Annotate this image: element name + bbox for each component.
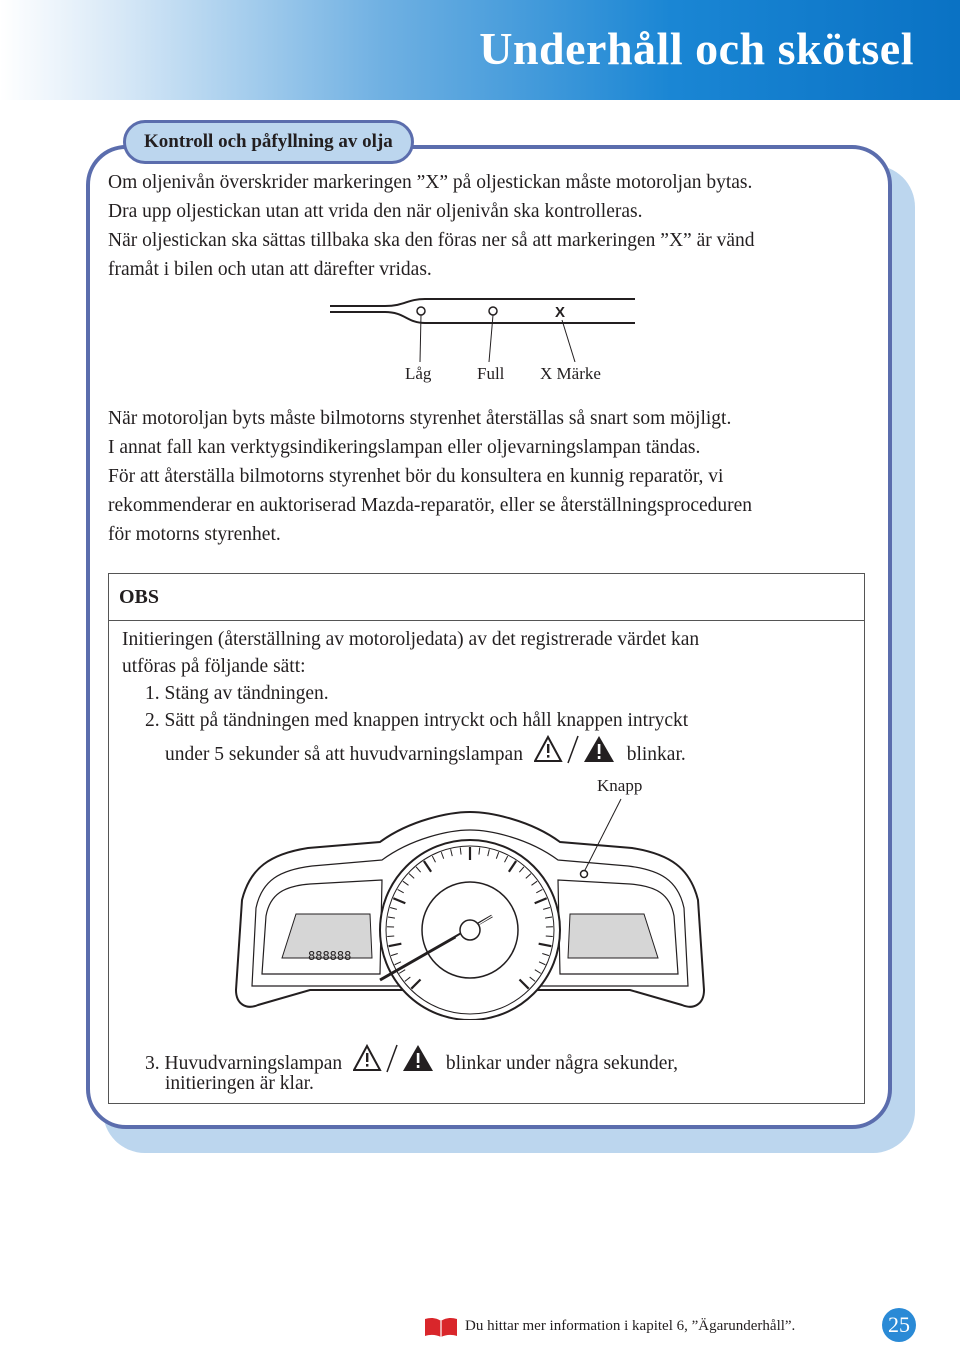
book-icon — [423, 1316, 459, 1338]
reset-paragraph — [108, 404, 878, 549]
x-mark-glyph: X — [555, 304, 566, 321]
intro-paragraph — [108, 168, 878, 284]
obs-step-2: 2. Sätt på tändningen med knappen intryckt och håll knappen intryckt — [145, 710, 689, 731]
dipstick-label-full: Full — [477, 364, 505, 383]
gauge-tick — [387, 936, 394, 937]
obs-step-2-cont — [165, 734, 686, 768]
reset-line: För att återställa bilmotorns styrenhet bör du konsultera en kunnig reparatör, vi — [108, 466, 724, 487]
dipstick-label-low: Låg — [405, 364, 432, 383]
section-tab: Kontroll och påfyllning av olja — [123, 120, 414, 164]
knapp-button — [581, 871, 588, 878]
gauge-tick — [546, 936, 553, 937]
knapp-label: Knapp — [597, 776, 643, 795]
low-mark — [417, 307, 425, 315]
reset-line: för motorns styrenhet. — [108, 524, 281, 545]
obs-step-1: 1. Stäng av tändningen. — [145, 683, 329, 704]
obs-step-3-before: 3. Huvudvarningslampan — [145, 1053, 343, 1074]
reset-line: När motoroljan byts måste bilmotorns styrenhet återställas så snart som möjligt. — [108, 408, 732, 429]
obs-step-2-after: blinkar. — [626, 744, 686, 765]
instrument-cluster — [230, 790, 710, 1020]
page-number: 25 — [882, 1308, 916, 1342]
obs-heading: OBS — [109, 574, 864, 621]
page-title: Underhåll och skötsel — [479, 23, 914, 74]
intro-line: framåt i bilen och utan att därefter vridas. — [108, 259, 432, 280]
obs-step-2-before: under 5 sekunder så att huvudvarningslampan — [165, 744, 523, 765]
dipstick-label-x: X Märke — [540, 364, 601, 383]
intro-line: Dra upp oljestickan utan att vrida den när oljenivån ska kontrolleras. — [108, 201, 643, 222]
warning-lamp-icons — [534, 734, 616, 764]
reset-line: rekommenderar en auktoriserad Mazda-reparatör, eller se återställningsproceduren — [108, 495, 753, 516]
obs-intro-line: utföras på följande sätt: — [122, 656, 306, 677]
dipstick-diagram — [325, 292, 645, 362]
obs-intro-line: Initieringen (återställning av motoroljedata) av det registrerade värdet kan — [122, 629, 700, 650]
full-mark — [489, 307, 497, 315]
footer-note: Du hittar mer information i kapitel 6, ”Ägarunderhåll”. — [465, 1318, 796, 1334]
intro-line: Om oljenivån överskrider markeringen ”X” på oljestickan måste motoroljan bytas. — [108, 172, 753, 193]
reset-line: I annat fall kan verktygsindikeringslampan eller oljevarningslampan tändas. — [108, 437, 701, 458]
obs-step-3-cont: initieringen är klar. — [165, 1073, 314, 1094]
intro-line: När oljestickan ska sättas tillbaka ska den föras ner så att markeringen ”X” är vänd — [108, 230, 755, 251]
obs-step-3-after: blinkar under några sekunder, — [445, 1053, 678, 1074]
warning-lamp-icons — [353, 1043, 435, 1073]
odometer-readout: 888888 — [308, 949, 352, 963]
